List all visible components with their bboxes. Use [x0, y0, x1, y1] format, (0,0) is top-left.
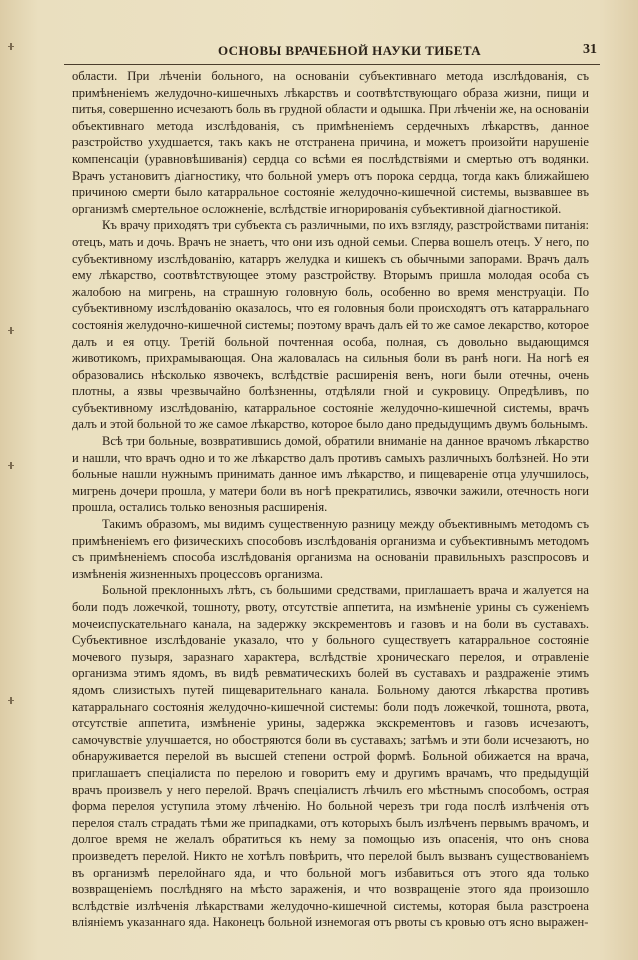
paragraph: Всѣ три больные, возвратившись домой, обратили вниманіе на данное врачомъ лѣкарство и нашли, что врачъ одно и то же лѣкарство далъ противъ самыхъ различныхъ болѣзней. Но эти больные нашли нужнымъ принимать данное имъ лѣкарство, и пищевареніе отца улучшилось, мигрень дочери прошла, у матери боли въ ногѣ прекратились, язвочки зажили, отечность ноги прошла, остались только венозныя расширенія.	[72, 434, 589, 515]
page-number: 31	[583, 42, 597, 57]
paragraph: Такимъ образомъ, мы видимъ существенную разницу между объективнымъ методомъ съ примѣненіемъ его физическихъ способовъ изслѣдованія организма и субъективнымъ методомъ съ примѣненіемъ способа изслѣдованія организма на основаніи правильныхъ разспросовъ и измѣненія жизненныхъ процессовъ организма.	[72, 517, 589, 581]
margin-mark	[8, 46, 14, 47]
running-header	[64, 42, 600, 65]
running-title: ОСНОВЫ ВРАЧЕБНОЙ НАУКИ ТИБЕТА	[218, 43, 482, 58]
margin-mark	[8, 700, 14, 701]
margin-mark	[8, 465, 14, 466]
paragraph: Къ врачу приходятъ три субъекта съ различными, по ихъ взгляду, разстройствами питанія: отецъ, мать и дочь. Врачъ не знаетъ, что они изъ одной семьи. Сперва вошелъ отецъ. У него, по субъективному изслѣдованію, катарръ желудка и кишекъ съ обычными запорами. Врачъ далъ ему лѣкарство, соотвѣтствующее этому разстройству. Вторымъ пришла молодая особа съ жалобою на мигрень, на страшную головную боль, особенно во время менструаціи. По субъективному изслѣдованію оказалось, что ея головныя боли происходятъ отъ катарральнаго состоянія желудочно-кишечной системы; поэтому врачъ далъ ей то же самое лекарство, которое далъ и ея отцу. Третій больной почтенная особа, полная, съ довольно выдающимся животикомъ, прихрамывающая. Она жаловалась на сильныя боли въ ранѣ ноги. На ногѣ ея образовались нѣсколько язвочекъ, вслѣдствіе расширенія венъ, ноги были отечны, очень плотны, а язвы чрезвычайно болѣзненны, отдѣляли гной и сукровицу. Опредѣливъ, по субъективному изслѣдованію, катарральное состояніе желудочно-кишечной системы, врачъ далъ и этой больной то же самое лѣкарство, которое было дано предыдущимъ двумъ больнымъ.	[72, 218, 589, 432]
body-text	[72, 68, 589, 931]
margin-mark	[8, 330, 14, 331]
paragraph: Больной преклонныхъ лѣтъ, съ большими средствами, приглашаетъ врача и жалуется на боли подъ ложечкой, тошноту, рвоту, отсутствіе аппетита, на измѣненіе урины съ суженіемъ мочеиспускательнаго канала, на задержку экскрементовъ и газовъ и на боли въ суставахъ. Субъективное изслѣдованіе указало, что у больного существуетъ катарральное состояніе мочевого пузыря, заразнаго характера, вслѣдствіе хроническаго перелоя, и отравленіе организма этимъ ядомъ, въ видѣ ревматическихъ болей въ суставахъ и раздраженіе этимъ ядомъ слизистыхъ путей пищеварительнаго канала. Больному даются лѣкарства противъ катарральнаго состоянія желудочно-кишечной системы: боли подъ ложечкой, тошнота, рвота, отсутствіе аппетита, измѣненіе урины, задержка экскрементовъ и газовъ исчезаютъ, самочувствіе улучшается, но обостряются боли въ суставахъ; затѣмъ и эти боли исчезаютъ, но обнаруживается перелой въ высшей степени острой формѣ. Больной обижается на врача, приглашаетъ спеціалиста по перелою и говоритъ ему и другимъ врачамъ, что предыдущій врачъ произвелъ у него перелой. Врачъ спеціалистъ лѣчилъ его мѣстнымъ способомъ, острая форма перелоя уступила этому лѣченію. Но больной черезъ три года послѣ излѣченія отъ перелоя сталъ страдать тѣми же припадками, отъ которыхъ былъ излѣченъ первымъ врачомъ, и долгое время не желалъ обратиться къ нему за помощью изъ опасенія, что онъ снова произведетъ перелой. Никто не хотѣлъ повѣрить, что перелой былъ вызванъ существованіемъ въ организмѣ перелойнаго яда, и что больной могъ избавиться отъ этого яда только возвращеніемъ послѣдняго на мѣсто зараженія, и что возвращеніе этого яда произошло вслѣдствіе излѣченія лѣкарствами желудочно-кишечной системы, которая была разстроена вліяніемъ указаннаго яда. Наконецъ больной изнемогая отъ рвоты съ кровью отъ ясно выражен-	[72, 583, 589, 930]
paragraph: области. При лѣченіи больного, на основаніи субъективнаго метода изслѣдованія, съ примѣненіемъ желудочно-кишечныхъ лѣкарствъ и соотвѣтствующаго образа жизни, пищи и питья, совершенно исчезаютъ боль въ грудной области и одышка. При лѣченіи же, на основаніи объективнаго метода изслѣдованія, съ примѣненіемъ сердечныхъ лѣкарствъ, данное разстройство ухудшается, такъ какъ не отстранена причина, и можетъ произойти нарушеніе компенсаціи (уравновѣшиванія) сердца со всѣми ея послѣдствіями и смертью отъ водянки. Врачъ установитъ діагностику, что больной умеръ отъ порока сердца, тогда какъ ближайшею причиною смерти было катарральное состояніе желудочно-кишечной системы, вызвавшее въ организмѣ смертельное осложненіе, вслѣдствіе игнорированія субъективной діагностикой.	[72, 69, 589, 216]
